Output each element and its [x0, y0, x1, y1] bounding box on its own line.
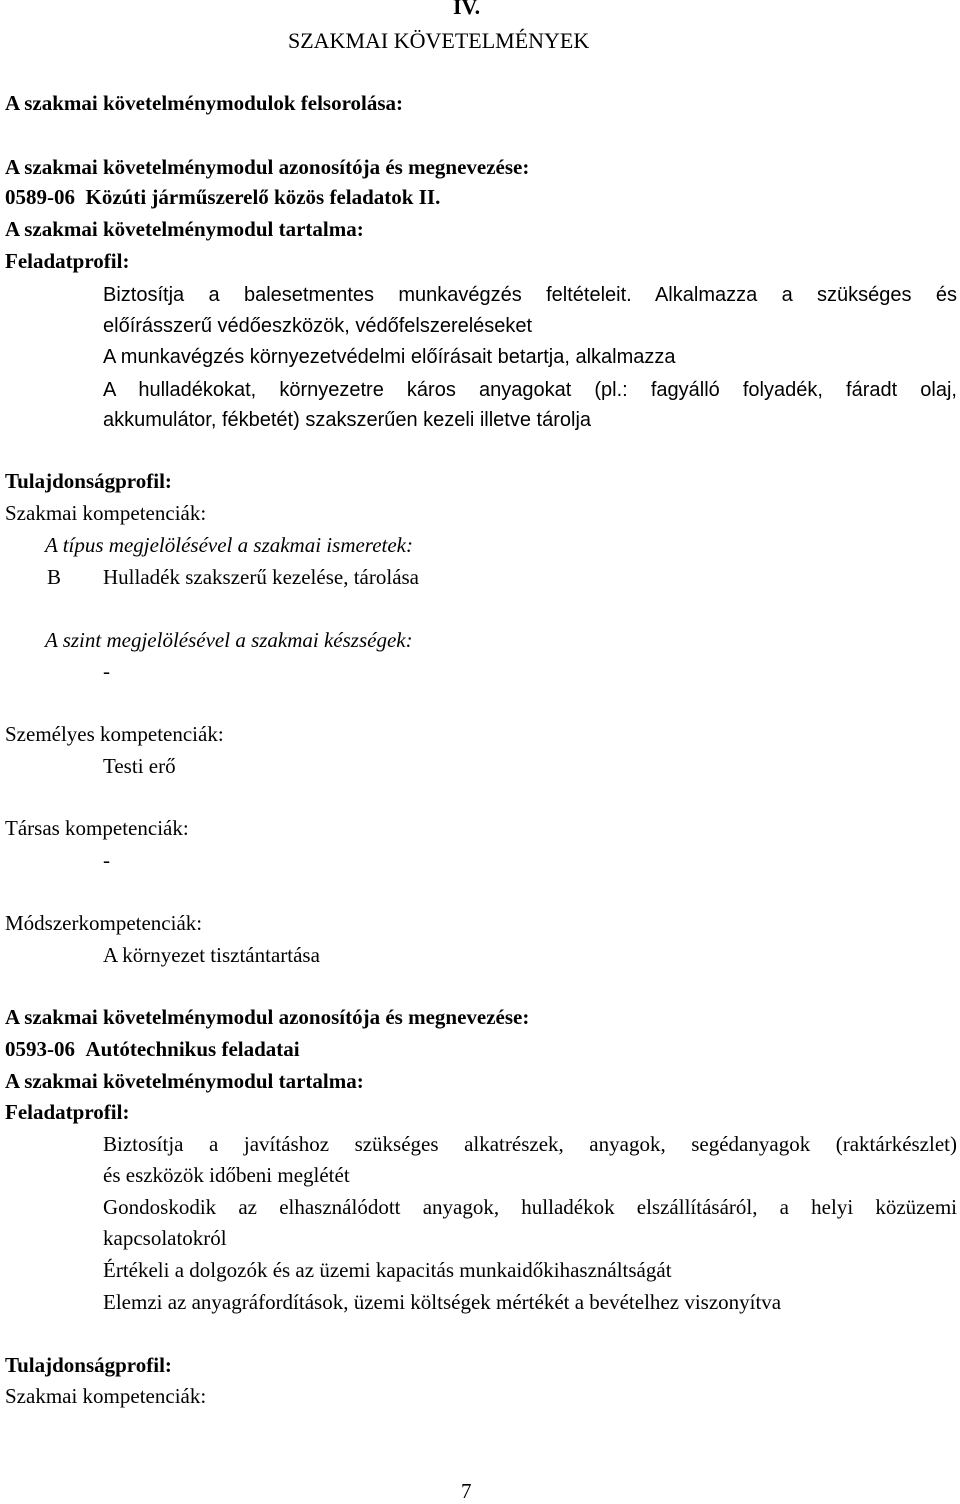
module2-task-line: kapcsolatokról — [103, 1226, 227, 1250]
chapter-number: IV. — [453, 0, 481, 19]
module1-task-line: A hulladékokat, környezetre káros anyagokat (pl.: fagyálló folyadék, fáradt olaj, — [103, 379, 957, 401]
module2-title — [5, 1036, 300, 1062]
module2-task-line: Biztosítja a javításhoz szükséges alkatrészek, anyagok, segédanyagok (raktárkészlet) — [103, 1132, 957, 1156]
module1-method-competencies: Módszerkompetenciák: — [5, 911, 203, 935]
module2-task-line: Elemzi az anyagráfordítások, üzemi költségek mértékét a bevételhez viszonyítva — [103, 1290, 782, 1314]
module2-professional-competencies: Szakmai kompetenciák: — [5, 1384, 207, 1408]
page-number: 7 — [461, 1479, 472, 1503]
module2-task-profile-heading: Feladatprofil: — [5, 1100, 130, 1124]
module2-property-profile-heading: Tulajdonságprofil: — [5, 1353, 172, 1377]
module1-social-competencies: Társas kompetenciák: — [5, 816, 189, 840]
module1-skills-value: - — [103, 659, 110, 683]
module2-task-line: Értékeli a dolgozók és az üzemi kapacitás munkaidőkihasználtságát — [103, 1258, 672, 1282]
module1-task-line: előírásszerű védőeszközök, védőfelszereléseket — [103, 315, 533, 337]
module2-id-heading: A szakmai követelménymodul azonosítója és megnevezése: — [5, 1005, 530, 1029]
module1-professional-competencies: Szakmai kompetenciák: — [5, 501, 207, 525]
module1-property-profile-heading: Tulajdonságprofil: — [5, 469, 172, 493]
module1-task-line: A munkavégzés környezetvédelmi előírásait betartja, alkalmazza — [103, 346, 676, 368]
modules-heading: A szakmai követelménymodulok felsorolása: — [5, 91, 404, 115]
module1-content-heading: A szakmai követelménymodul tartalma: — [5, 217, 364, 241]
module2-content-heading: A szakmai követelménymodul tartalma: — [5, 1069, 364, 1093]
module1-personal-value: Testi erő — [103, 754, 176, 778]
module1-task-line: akkumulátor, fékbetét) szakszerűen kezeli illetve tárolja — [103, 409, 592, 431]
module1-task-profile-heading: Feladatprofil: — [5, 249, 130, 273]
page-title: SZAKMAI KÖVETELMÉNYEK — [288, 28, 590, 53]
module1-method-value: A környezet tisztántartása — [103, 943, 320, 967]
module1-code: 0589-06 — [5, 185, 75, 209]
module2-task-line: és eszközök időbeni meglétét — [103, 1163, 350, 1187]
module1-knowledge-item: Hulladék szakszerű kezelése, tárolása — [103, 565, 420, 589]
module1-skills-heading: A szint megjelölésével a szakmai készségek: — [45, 628, 413, 652]
module1-task-line: Biztosítja a balesetmentes munkavégzés feltételeit. Alkalmazza a szükséges és — [103, 284, 957, 306]
module2-code: 0593-06 — [5, 1037, 75, 1061]
module1-personal-competencies: Személyes kompetenciák: — [5, 722, 224, 746]
module1-knowledge-heading: A típus megjelölésével a szakmai ismeretek: — [45, 533, 413, 557]
module1-social-value: - — [103, 848, 110, 872]
module2-name: Autótechnikus feladatai — [85, 1037, 300, 1061]
module2-task-line: Gondoskodik az elhasználódott anyagok, hulladékok elszállításáról, a helyi közüzemi — [103, 1195, 957, 1219]
module1-knowledge-type: B — [47, 565, 62, 589]
module1-id-heading: A szakmai követelménymodul azonosítója és megnevezése: — [5, 155, 530, 179]
module1-name: Közúti járműszerelő közös feladatok II. — [85, 185, 441, 209]
module1-title — [5, 184, 440, 210]
